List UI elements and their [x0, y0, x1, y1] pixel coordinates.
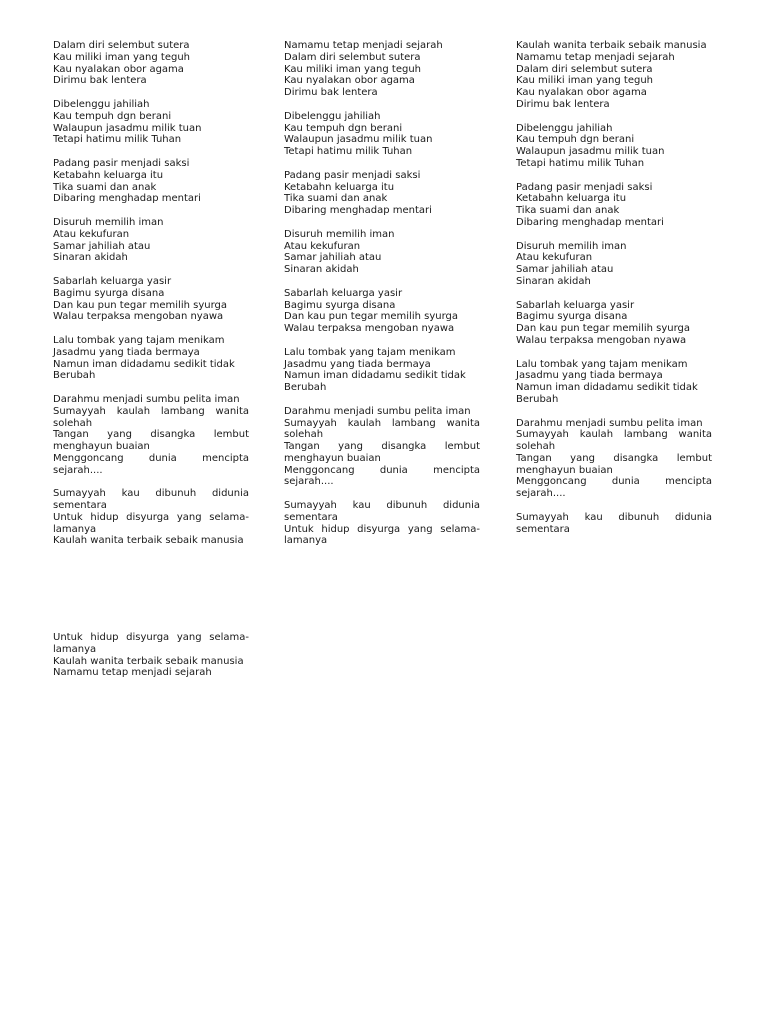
poem-stanza	[516, 359, 712, 406]
poem-line: Tangan yang disangka lembut	[53, 429, 249, 441]
poem-line: Kaulah wanita terbaik sebaik manusia	[516, 40, 707, 51]
poem-line: Dan kau pun tegar memilih syurga	[284, 311, 459, 323]
poem-line: sejarah....	[284, 476, 334, 488]
poem-line: sejarah....	[516, 488, 566, 500]
poem-line: Dalam diri selembut sutera	[53, 40, 190, 51]
poem-line: Jasadmu yang tiada bermaya	[53, 346, 200, 358]
poem-line: Sumayyah kaulah lambang wanita	[516, 429, 712, 441]
poem-line: Tetapi hatimu milik Tuhan	[53, 134, 182, 146]
poem-stanza	[53, 394, 249, 477]
poem-stanza	[516, 418, 712, 501]
poem-line: Dibelenggu jahiliah	[516, 122, 613, 134]
poem-line: Jasadmu yang tiada bermaya	[284, 358, 431, 370]
poem-line: Dirimu bak lentera	[284, 87, 378, 99]
poem-line: Dan kau pun tegar memilih syurga	[53, 299, 228, 311]
poem-line: Dan kau pun tegar memilih syurga	[516, 323, 691, 335]
poem-line: Padang pasir menjadi saksi	[516, 181, 653, 193]
poem-line: Samar jahiliah atau	[284, 252, 382, 264]
poem-line: sejarah....	[53, 464, 103, 476]
poem-line: Berubah	[53, 370, 96, 382]
poem-line: Kaulah wanita terbaik sebaik manusia	[53, 655, 244, 667]
poem-line: Menggoncang dunia mencipta	[53, 452, 249, 464]
poem-line: menghayun buaian	[53, 441, 150, 453]
poem-line: Samar jahiliah atau	[516, 264, 614, 276]
poem-stanza	[516, 123, 712, 170]
poem-line: Bagimu syurga disana	[516, 311, 628, 323]
poem-line: Tika suami dan anak	[284, 193, 388, 205]
poem-line: Berubah	[284, 382, 327, 394]
poem-line: Kau miliki iman yang teguh	[53, 51, 191, 63]
poem-line: Sinaran akidah	[53, 252, 128, 264]
poem-line: Namun iman didadamu sedikit tidak	[284, 370, 466, 382]
poem-line: Lalu tombak yang tajam menikam	[516, 358, 688, 370]
poem-stanza	[516, 300, 712, 347]
poem-stanza	[284, 406, 480, 489]
poem-line: Tetapi hatimu milik Tuhan	[284, 146, 413, 158]
poem-line: Atau kekufuran	[284, 240, 361, 252]
poem-stanza	[53, 488, 249, 547]
poem-line: Tangan yang disangka lembut	[284, 441, 480, 453]
poem-line: Dibelenggu jahiliah	[53, 98, 150, 110]
poem-line: Sabarlah keluarga yasir	[516, 299, 635, 311]
poem-column-2	[284, 40, 480, 559]
poem-line: Walaupun jasadmu milik tuan	[53, 122, 202, 134]
poem-stanza	[284, 347, 480, 394]
poem-line: Kau miliki iman yang teguh	[284, 63, 422, 75]
poem-line: Dirimu bak lentera	[53, 75, 147, 87]
poem-stanza	[516, 241, 712, 288]
poem-line: Dalam diri selembut sutera	[516, 63, 653, 75]
poem-line: Lalu tombak yang tajam menikam	[284, 346, 456, 358]
poem-stanza	[284, 229, 480, 276]
poem-line: Atau kekufuran	[53, 228, 130, 240]
poem-line: Namamu tetap menjadi sejarah	[53, 667, 212, 679]
poem-line: menghayun buaian	[284, 452, 381, 464]
poem-line: Walau terpaksa mengoban nyawa	[284, 323, 455, 335]
poem-line: Kau nyalakan obor agama	[53, 63, 184, 75]
poem-line: Sumayyah kau dibunuh didunia	[284, 500, 480, 512]
poem-line: solehah	[516, 441, 556, 453]
poem-line: Berubah	[516, 393, 559, 405]
poem-line: Ketabahn keluarga itu	[53, 169, 164, 181]
poem-line: lamanya	[53, 643, 97, 655]
poem-line: Kau tempuh dgn berani	[516, 134, 635, 146]
poem-line: Kau nyalakan obor agama	[284, 75, 415, 87]
poem-line: Walaupun jasadmu milik tuan	[516, 146, 665, 158]
poem-stanza	[53, 276, 249, 323]
poem-stanza	[53, 632, 249, 679]
poem-line: Sabarlah keluarga yasir	[284, 287, 403, 299]
poem-stanza	[53, 40, 249, 87]
poem-line: Walau terpaksa mengoban nyawa	[53, 311, 224, 323]
poem-line: Jasadmu yang tiada bermaya	[516, 370, 663, 382]
poem-line: Namun iman didadamu sedikit tidak	[516, 382, 698, 394]
poem-line: Disuruh memilih iman	[284, 228, 395, 240]
poem-line: Sumayyah kau dibunuh didunia	[53, 488, 249, 500]
poem-stanza	[516, 512, 712, 536]
poem-stanza	[516, 40, 712, 111]
poem-line: solehah	[53, 417, 93, 429]
poem-line: sementara	[516, 523, 570, 535]
poem-stanza	[53, 99, 249, 146]
poem-stanza	[284, 288, 480, 335]
poem-line: solehah	[284, 429, 324, 441]
poem-line: sementara	[53, 500, 107, 512]
poem-line: Menggoncang dunia mencipta	[284, 464, 480, 476]
poem-line: Darahmu menjadi sumbu pelita iman	[284, 405, 471, 417]
poem-line: Tika suami dan anak	[53, 181, 157, 193]
poem-line: Namun iman didadamu sedikit tidak	[53, 358, 235, 370]
poem-line: Sumayyah kaulah lambang wanita	[53, 405, 249, 417]
poem-line: Atau kekufuran	[516, 252, 593, 264]
poem-line: Walau terpaksa mengoban nyawa	[516, 334, 687, 346]
poem-column-3	[516, 40, 712, 547]
poem-line: Padang pasir menjadi saksi	[53, 157, 190, 169]
poem-line: Dibaring menghadap mentari	[516, 216, 664, 228]
poem-line: Kaulah wanita terbaik sebaik manusia	[53, 535, 244, 547]
poem-stanza	[516, 182, 712, 229]
poem-line: Sumayyah kaulah lambang wanita	[284, 417, 480, 429]
poem-line: lamanya	[53, 523, 97, 535]
poem-line: Untuk hidup disyurga yang selama-	[53, 632, 249, 643]
poem-line: Dibaring menghadap mentari	[284, 205, 432, 217]
poem-line: Tika suami dan anak	[516, 205, 620, 217]
poem-line: Disuruh memilih iman	[516, 240, 627, 252]
poem-line: Menggoncang dunia mencipta	[516, 476, 712, 488]
poem-line: Darahmu menjadi sumbu pelita iman	[53, 393, 240, 405]
poem-line: menghayun buaian	[516, 464, 613, 476]
poem-line: Darahmu menjadi sumbu pelita iman	[516, 417, 703, 429]
poem-line: Dalam diri selembut sutera	[284, 51, 421, 63]
poem-line: Kau tempuh dgn berani	[284, 122, 403, 134]
poem-column-1	[53, 40, 249, 559]
poem-line: Sabarlah keluarga yasir	[53, 275, 172, 287]
poem-line: Dirimu bak lentera	[516, 98, 610, 110]
poem-line: Untuk hidup disyurga yang selama-	[53, 511, 249, 523]
poem-line: Tangan yang disangka lembut	[516, 452, 712, 464]
poem-line: Kau miliki iman yang teguh	[516, 75, 654, 87]
poem-line: Lalu tombak yang tajam menikam	[53, 334, 225, 346]
poem-stanza	[53, 335, 249, 382]
poem-line: Padang pasir menjadi saksi	[284, 169, 421, 181]
poem-line: Dibaring menghadap mentari	[53, 193, 201, 205]
poem-line: Bagimu syurga disana	[53, 287, 165, 299]
poem-line: Namamu tetap menjadi sejarah	[284, 40, 443, 51]
poem-line: sementara	[284, 511, 338, 523]
poem-line: lamanya	[284, 535, 328, 547]
poem-line: Namamu tetap menjadi sejarah	[516, 51, 675, 63]
poem-line: Tetapi hatimu milik Tuhan	[516, 157, 645, 169]
poem-line: Kau tempuh dgn berani	[53, 110, 172, 122]
poem-line: Sinaran akidah	[516, 275, 591, 287]
poem-column-4	[53, 632, 249, 691]
poem-line: Samar jahiliah atau	[53, 240, 151, 252]
poem-line: Untuk hidup disyurga yang selama-	[284, 523, 480, 535]
poem-stanza	[53, 217, 249, 264]
poem-line: Ketabahn keluarga itu	[516, 193, 627, 205]
poem-line: Bagimu syurga disana	[284, 299, 396, 311]
poem-stanza	[284, 170, 480, 217]
poem-stanza	[284, 500, 480, 547]
poem-line: Walaupun jasadmu milik tuan	[284, 134, 433, 146]
poem-line: Disuruh memilih iman	[53, 216, 164, 228]
poem-line: Dibelenggu jahiliah	[284, 110, 381, 122]
poem-stanza	[284, 40, 480, 99]
poem-line: Kau nyalakan obor agama	[516, 87, 647, 99]
poem-line: Sinaran akidah	[284, 264, 359, 276]
poem-stanza	[284, 111, 480, 158]
poem-stanza	[53, 158, 249, 205]
poem-line: Ketabahn keluarga itu	[284, 181, 395, 193]
poem-line: Sumayyah kau dibunuh didunia	[516, 511, 712, 523]
